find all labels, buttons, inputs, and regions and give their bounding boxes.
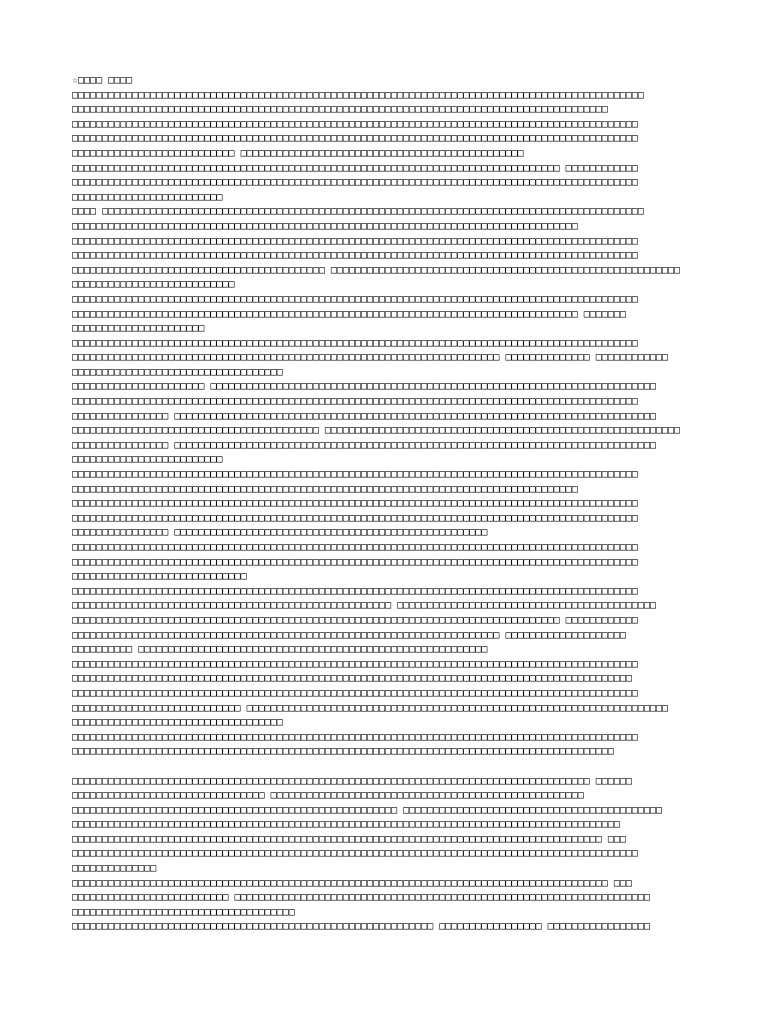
text-line: □□□□□□□□□□□□□□□□□□□□□□□□□□□ <box>72 279 235 291</box>
text-line: □□□□□□□□□□□□□□□□□□□□□□□□□□□□□□□□□□□□□□□□□□□□□□□□□□□□□□□□□□□□□□□□□□□□□□□□□□□□□□□□□□□□□□□□□□□□□□ <box>72 118 638 130</box>
text-line: □□□□□□□□□□□□□□□□□□□□□□□□□ <box>72 191 223 203</box>
text-line: □□□□□□□□□□□□□□□□□□□□□□□□□□□□□□□□□□□□□□□□□□□□□□□□□□□□□□□□□□□□□□□□□□□□□□□□□□□□□□□□□□□□□□□□□□□□□□ <box>72 731 638 743</box>
text-line: □□□□□□□□□□□□□□□□□□□□□□□□□□□□□□□□□□□□□□□□□□□□□□□□□□□□□□□□□□□□□□□□□□□□□□□□□□□□□□□□□□□□□□□□□□□□□□ <box>72 556 638 568</box>
text-line: □□□□□□□□□□□□□□□□□□□□□□□□□□□□□□□□□□□□□□□□□□□□□□□□□□□□□ □□□□□□□□□□□□□□□□□□□□□□□□□□□□□□□□□□□□□□□□□□□ <box>72 600 656 612</box>
text-line: □□□□□□□□□□□□□□□□□□□□□□□□□□□□□□□□□□□□□□□□□□□□□□□□□□□□□□□□□□□□□□□□□□□□□□□□□□□□□□□□□□□□□□□□□□□□□□□ <box>72 89 644 101</box>
text-line: □□□□□□□□□□□□□□□□□□□□□□□□□□□□□□□□□□□□□□□□□□□□□□□□□□□□□□□□□□□□□□□□□□□□□□□□□□□□□□□□□□□□□□□□□□□□□□ <box>72 396 638 408</box>
text-line: □□□□□□□□□□□□□□□□□□□□□□□□□□□ □□□□□□□□□□□□□□□□□□□□□□□□□□□□□□□□□□□□□□□□□□□□□□□ <box>72 147 524 159</box>
text-line: □□□□□□□□□□□□□□□□□□□□□□□□□□□□□□□□□□□□□□□□□□□□□□□□□□□□□□□□□□□□□□□□□□□□□□□□□□□□□□□□□□□□□□□□□□□□□□ <box>72 848 638 860</box>
text-line: □□□□□□□□□□□□□□□□□□□□□□□□□□□□□□□□□□□□□□□□□□□□□□□□□□□□□□□□□□□□□□□□□□□□□□□□□□□□□□□□□□□□□□□□□□□□□□ <box>72 469 638 481</box>
paragraph-block-1 <box>72 89 708 760</box>
text-line: □□□□□□□□□□□□□□□□□□□□□□□□□□□□□□□□□□□□□□□□□□□□□□□□□□□□□□□□□□□□ □□□□□□□□□□□□□□□□□ □□□□□□□□□□□□□□□□□ <box>72 921 650 933</box>
text-line: □□□□□□□□□□□□□□ <box>72 863 157 875</box>
section-heading: ☆□□□□ □□□□ <box>72 75 133 86</box>
text-line: □□□□□□□□□□□□□□□□□□□□□□ □□□□□□□□□□□□□□□□□□□□□□□□□□□□□□□□□□□□□□□□□□□□□□□□□□□□□□□□□□□□□□□□□□□□□□□□□□ <box>72 381 656 393</box>
text-line: □□□□□□□□□□□□□□□□□□□□□□□□□□□□□□□□□□□□□□□□□□□□□□□□□□□□□□□□□□□□□□□□□□□□□□□□□□□□□□□□□□□□□□□□□□□□□□ <box>72 293 638 305</box>
text-line: □□□□□□□□□□□□□□□□ □□□□□□□□□□□□□□□□□□□□□□□□□□□□□□□□□□□□□□□□□□□□□□□□□□□□□□□□□□□□□□□□□□□□□□□□□□□□□□□□ <box>72 410 656 422</box>
text-line: □□□□□□□□□□□□□□□□□□□□□□□□□□□□□□□□□□□ <box>72 717 283 729</box>
document-body <box>72 74 708 935</box>
text-line: □□□□□□□□□□□□□□□□□□□□□□□□□□□□□□□□□□□□□□□□□□□□□□□□□□□□□□□□□□□□□□□□□□□□□□□□□□□□□□□□□□□□□□□□□□□□□□ <box>72 542 638 553</box>
text-line: □□□□□□□□□□□□□□□□□□□□□□□□□□□□□□□□□□□□□□□□□□□□□□□□□□□□□□□□□□□□□□□□□□□□□□□□□□□□□□□□□□□□□□□□□□□□□□ <box>72 585 638 597</box>
text-line: □□□□□□□□□□ □□□□□□□□□□□□□□□□□□□□□□□□□□□□□□□□□□□□□□□□□□□□□□□□□□□□□□□□□□ <box>72 644 488 656</box>
text-line: □□□□□□□□□□□□□□□□□□□□□□□□□□□□□□□□□□□□□□□□□□□□□□□□□□□□□□□□□□□□□□□□□□□□□□□ □□□□□□□□□□□□□□ □□□□□□□□□□□□ <box>72 352 669 364</box>
text-line: □□□□□□□□□□□□□□□□□□□□□□□□□□□□□□□□□□□□□□□□□□□□□□□□□□□□□□□□□□□□□□□□□□□□□□□ □□□□□□□□□□□□□□□□□□□□ <box>72 629 626 641</box>
text-line: □□□□□□□□□□□□□□□□□□□□□□□□□□□□□□□□□□□□□□□□□□□□□□□□□□□□□□□□□□□□□□□□□□□□□□□□□□□□□□□□□ □□□□□□□□□□□□ <box>72 162 638 174</box>
paragraph-block-2 <box>72 775 708 936</box>
text-line: □□□□□□□□□□□□□□□□□□□□□□□□□□□□□□□□□□□□□□□□□□□□□□□□□□□□□□□□□□□□□□□□□□□□□□□□□□□□□□□□□□□□□□□□□□ <box>72 746 614 758</box>
text-line: □□□□□□□□□□□□□□□□□□□□□□ <box>72 323 205 335</box>
text-line: □□□□□□□□□□□□□□□□□□□□□□□□□□□□□□□□□□□□□ <box>72 906 295 918</box>
text-line: □□□□□□□□□□□□□□□□□□□□□□□□□□□□□□□□□□□□□□□□□□□□□□□□□□□□□□□□□□□□□□□□□□□□□□□□□□□□□□□□□□□□□□□□ □□□ <box>72 833 626 845</box>
text-line: □□□□□□□□□□□□□□□□□□□□□□□□□□□□□□□□□□□ <box>72 366 283 378</box>
text-line: □□□□□□□□□□□□□□□□□□□□□□□□□□□□□□□□□□□□□□□□□□□□□□□□□□□□□□□□□□□□□□□□□□□□□□□□□□□□□□□□□□□□□□□□□□□□□ <box>72 673 632 685</box>
text-line: □□□□□□□□□□□□□□□□□□□□□□□□□□□□□□□□□□□□□□□□□□□□□□□□□□□□□□□□□□□□□□□□□□□□□□□□□□□□□□□□□□□□□□□□□ <box>72 104 608 116</box>
text-line: □□□□□□□□□□□□□□□□□□□□□□□□□□□□□□□□□□□□□□□□□□□□□□□□□□□□□□□□□□□□□□□□□□□□□□□□□□□□□□□□□□□□□□□□□ □□□ <box>72 877 632 889</box>
text-line: □□□□□□□□□□□□□□□□□□□□□□□□□□ □□□□□□□□□□□□□□□□□□□□□□□□□□□□□□□□□□□□□□□□□□□□□□□□□□□□□□□□□□□□□□□□□□□□□ <box>72 892 650 904</box>
text-line: □□□□□□□□□□□□□□□□□□□□□□□□□□□□□□□□□□□□□□□□□□□□□□□□□□□□□□□□□□□□□□□□□□□□□□□□□□□□□□□□□□□□□□ □□□□□□ <box>72 775 632 787</box>
text-line: □□□□□□□□□□□□□□□□□□□□□□□□□□□□□ <box>72 571 247 583</box>
paragraph-gap <box>72 760 708 775</box>
text-line: □□□□□□□□□□□□□□□□□□□□□□□□□□□□□□□□□□□□□□□□□□□□□□□□□□□□□□□□□□□□□□□□□□□□□□□□□□□□□□□□□□□□ <box>72 220 578 232</box>
text-line: □□□□□□□□□□□□□□□□□□□□□□□□□□□□□□□□□□□□□□□□□□□□□□□□□□□□□□□□□□□□□□□□□□□□□□□□□□□□□□□□□□□□□□□□□□□□□□ <box>72 133 638 145</box>
text-line: □□□□□□□□□□□□□□□□ □□□□□□□□□□□□□□□□□□□□□□□□□□□□□□□□□□□□□□□□□□□□□□□□□□□□□□□□□□□□□□□□□□□□□□□□□□□□□□□□ <box>72 439 656 451</box>
text-line: □□□□□□□□□□□□□□□□□□□□□□□□□□□□□□□□□□□□□□□□□□□□□□□□□□□□□□□□□□□□□□□□□□□□□□□□□□□□□□□□□□□□□□□□□□□□□□ <box>72 512 638 524</box>
text-line: □□□□□□□□□□□□□□□□□□□□□□□□□□□□□□□□ □□□□□□□□□□□□□□□□□□□□□□□□□□□□□□□□□□□□□□□□□□□□□□□□□□□□ <box>72 790 584 802</box>
text-line: □□□□□□□□□□□□□□□□□□□□□□□□□□□□□□□□□□□□□□□□□□□□□□□□□□□□□□□□□□□□□□□□□□□□□□□□□□□□□□□□□□□□□□□□□□□□□□ <box>72 498 638 510</box>
text-line: □□□□□□□□□□□□□□□□□□□□□□□□□□□□□□□□□□□□□□□□□□□□□□□□□□□□□□□□□□□□□□□□□□□□□□□□□□□□□□□□□□□□□□□□□□□ <box>72 819 620 831</box>
text-line: □□□□□□□□□□□□□□□□□□□□□□□□□□□□□□□□□□□□□□□□□□□□□□□□□□□□□□□□□□□□□□□□□□□□□□□□□□□□□□□□□□□□□□□□□□□□□□ <box>72 337 638 349</box>
text-line: □□□□□□□□□□□□□□□□□□□□□□□□□□□□□□□□□□□□□□□□□□□□□□□□□□□□□□□□□□□□□□□□□□□□□□□□□□□□□□□□□□□□ <box>72 483 578 495</box>
text-line: □□□□□□□□□□□□□□□□□□□□□□□□□□□□□□□□□□□□□□□□□□□□□□□□□□□□□□□□□□□□□□□□□□□□□□□□□□□□□□□□□□□□□□□□□□□□□□ <box>72 658 638 670</box>
text-line: □□□□□□□□□□□□□□□□□□□□□□□□□□□□□□□□□□□□□□□□□□□□□□□□□□□□□□ □□□□□□□□□□□□□□□□□□□□□□□□□□□□□□□□□□□□□□□□□□□ <box>72 804 663 816</box>
text-line: □□□□□□□□□□□□□□□□□□□□□□□□□□□□□□□□□□□□□□□□□ □□□□□□□□□□□□□□□□□□□□□□□□□□□□□□□□□□□□□□□□□□□□□□□□□□□□□□□□□□□ <box>72 425 681 437</box>
text-line: □□□□□□□□□□□□□□□□ □□□□□□□□□□□□□□□□□□□□□□□□□□□□□□□□□□□□□□□□□□□□□□□□□□□□ <box>72 527 488 539</box>
text-line: □□□□□□□□□□□□□□□□□□□□□□□□□□□□ □□□□□□□□□□□□□□□□□□□□□□□□□□□□□□□□□□□□□□□□□□□□□□□□□□□□□□□□□□□□□□□□□□□□□□ <box>72 702 669 714</box>
text-line: □□□□ □□□□□□□□□□□□□□□□□□□□□□□□□□□□□□□□□□□□□□□□□□□□□□□□□□□□□□□□□□□□□□□□□□□□□□□□□□□□□□□□□□□□□□□□□□ <box>72 206 644 218</box>
text-line: □□□□□□□□□□□□□□□□□□□□□□□□□□□□□□□□□□□□□□□□□□ □□□□□□□□□□□□□□□□□□□□□□□□□□□□□□□□□□□□□□□□□□□□□□□□□□□□□□□□□□ <box>72 264 681 276</box>
text-line: □□□□□□□□□□□□□□□□□□□□□□□□□□□□□□□□□□□□□□□□□□□□□□□□□□□□□□□□□□□□□□□□□□□□□□□□□□□□□□□□□□□□□□□□□□□□□□ <box>72 235 638 247</box>
text-line: □□□□□□□□□□□□□□□□□□□□□□□□□□□□□□□□□□□□□□□□□□□□□□□□□□□□□□□□□□□□□□□□□□□□□□□□□□□□□□□□□□□□ □□□□□□□ <box>72 308 626 320</box>
text-line: □□□□□□□□□□□□□□□□□□□□□□□□□ <box>72 454 223 466</box>
text-line: □□□□□□□□□□□□□□□□□□□□□□□□□□□□□□□□□□□□□□□□□□□□□□□□□□□□□□□□□□□□□□□□□□□□□□□□□□□□□□□□□□□□□□□□□□□□□□ <box>72 250 638 262</box>
text-line: □□□□□□□□□□□□□□□□□□□□□□□□□□□□□□□□□□□□□□□□□□□□□□□□□□□□□□□□□□□□□□□□□□□□□□□□□□□□□□□□□□□□□□□□□□□□□□ <box>72 177 638 189</box>
text-line: □□□□□□□□□□□□□□□□□□□□□□□□□□□□□□□□□□□□□□□□□□□□□□□□□□□□□□□□□□□□□□□□□□□□□□□□□□□□□□□□□ □□□□□□□□□□□□ <box>72 614 638 626</box>
text-line: □□□□□□□□□□□□□□□□□□□□□□□□□□□□□□□□□□□□□□□□□□□□□□□□□□□□□□□□□□□□□□□□□□□□□□□□□□□□□□□□□□□□□□□□□□□□□□ <box>72 687 638 699</box>
